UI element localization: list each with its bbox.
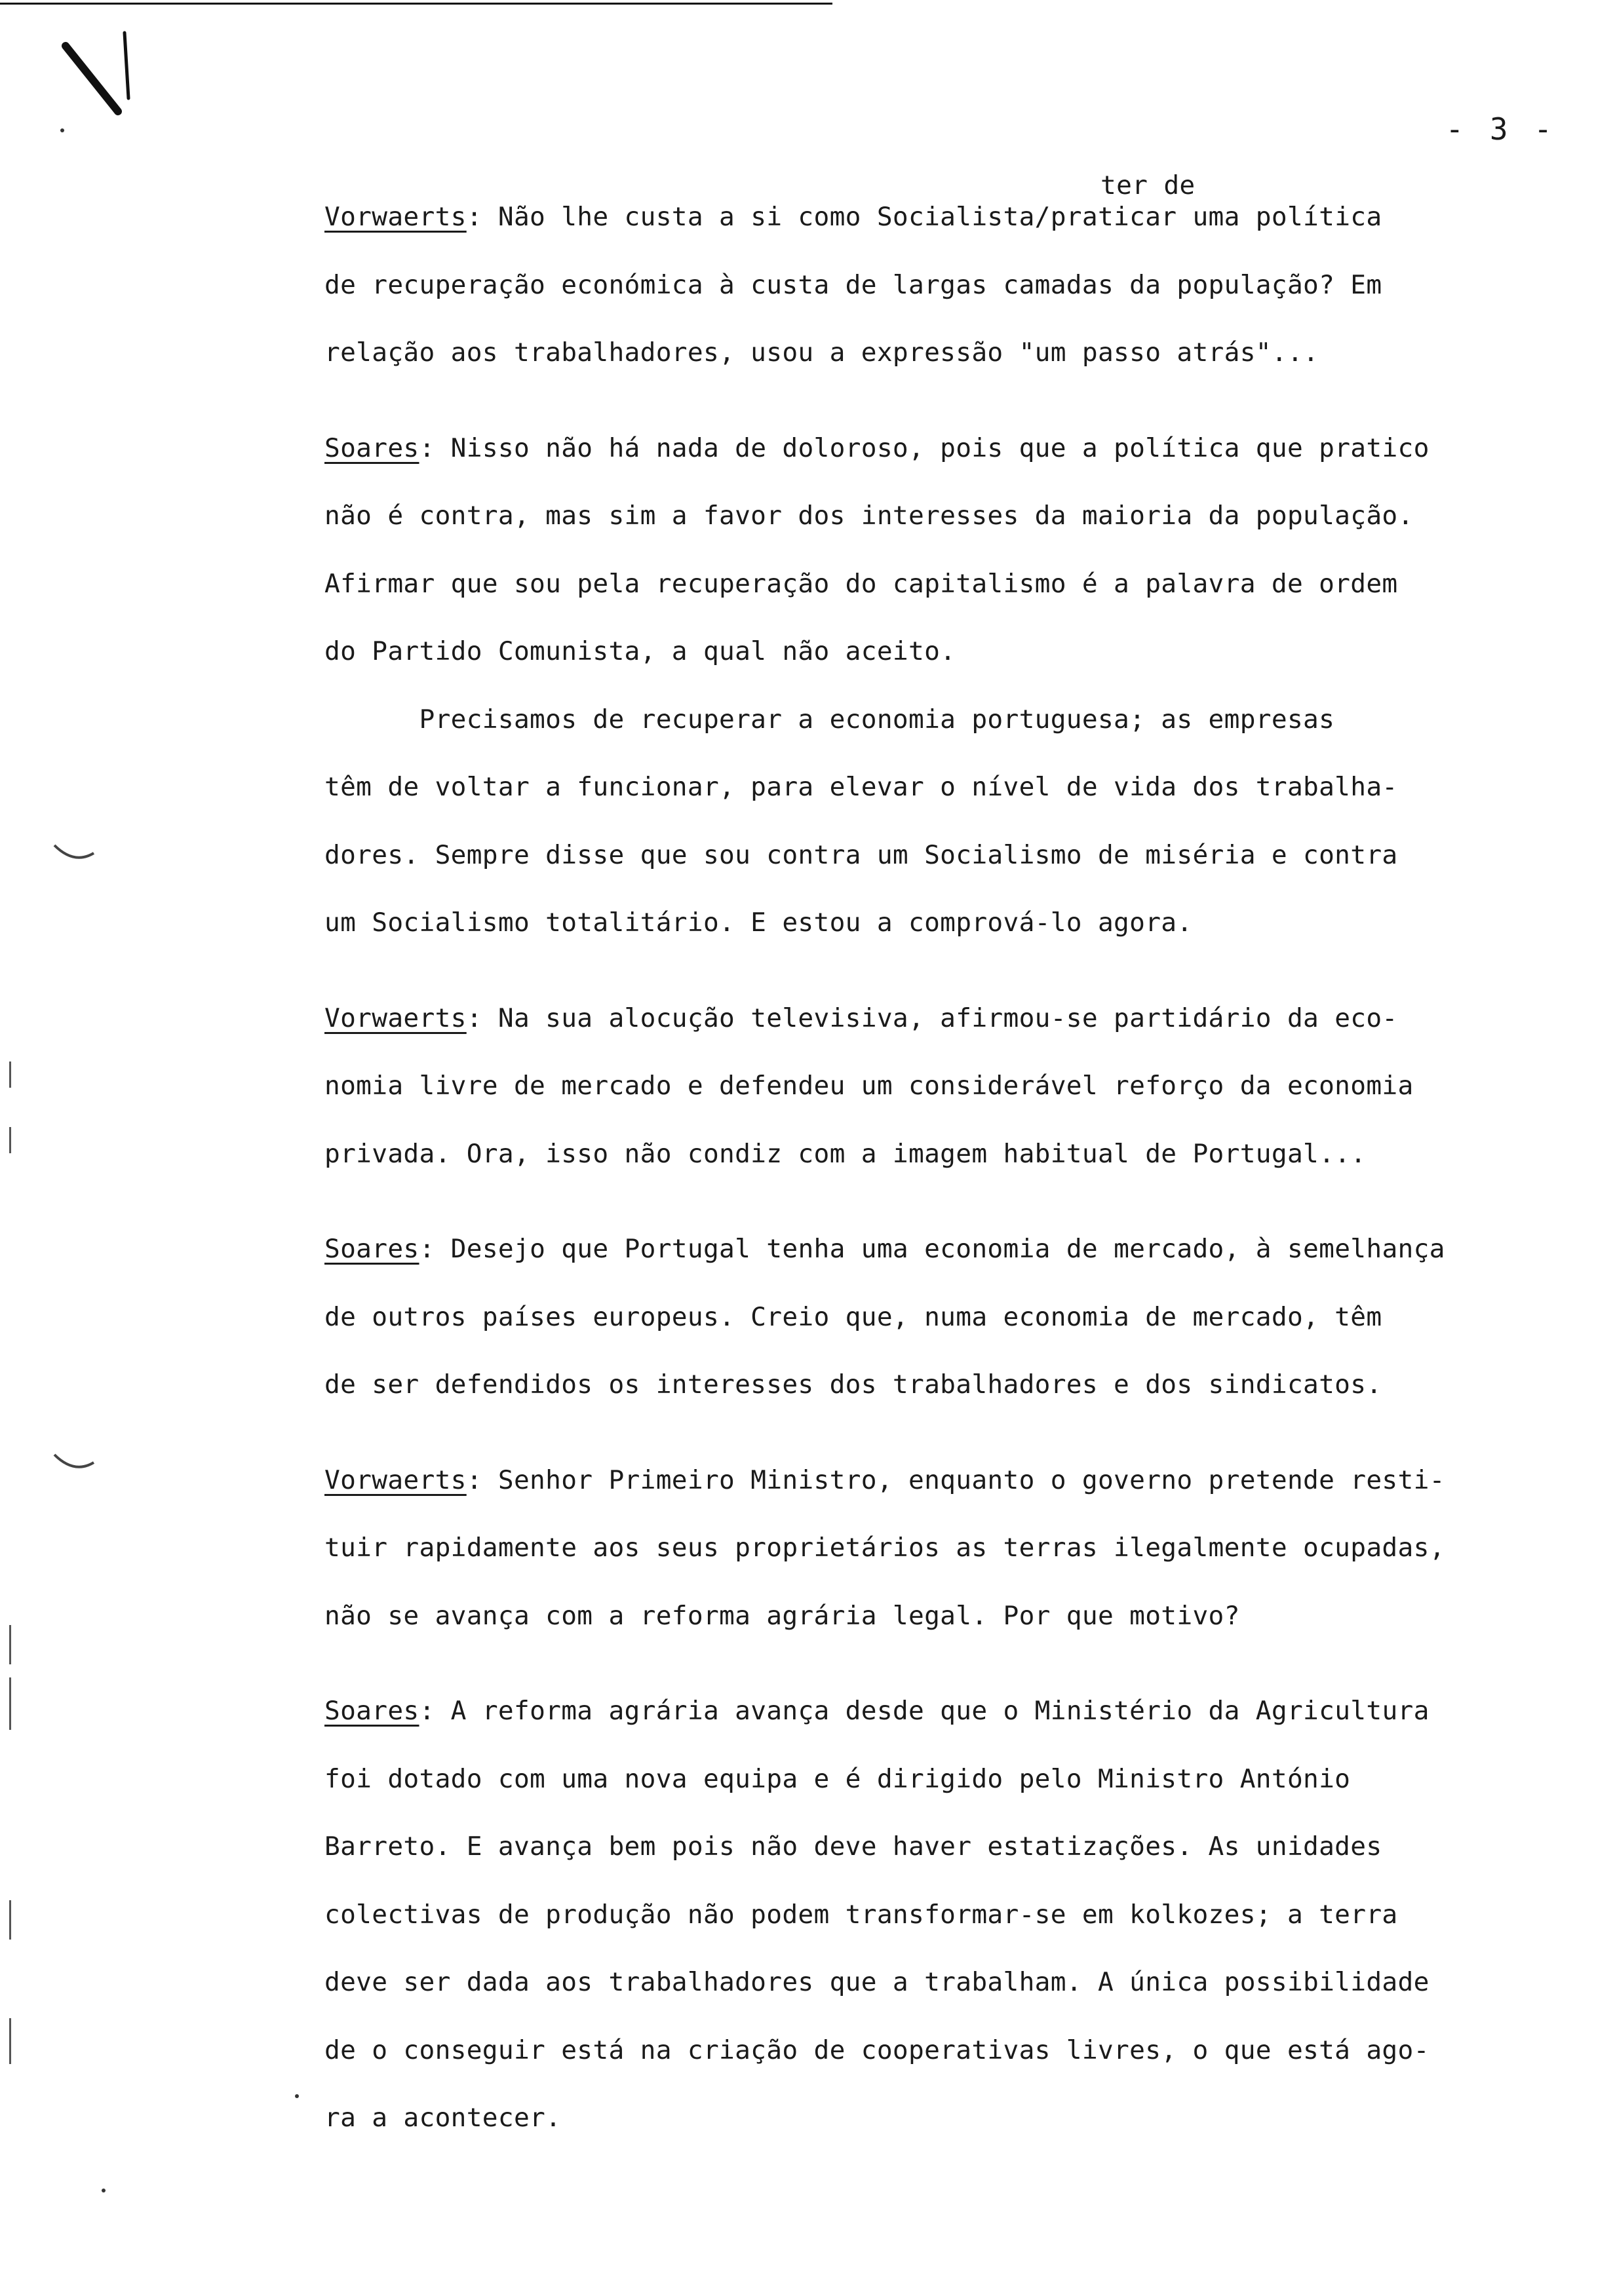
- text-line: nomia livre de mercado e defendeu um considerável reforço da economia: [324, 1071, 1414, 1101]
- handwritten-mark: [52, 20, 144, 124]
- margin-dot: [295, 2094, 299, 2098]
- paragraph-5: [324, 1215, 1583, 1419]
- text-line: ra a acontecer.: [324, 2103, 562, 2133]
- text-line: relação aos trabalhadores, usou a expressão "um passo atrás"...: [324, 337, 1319, 368]
- text-line: não é contra, mas sim a favor dos interesses da maioria da população.: [324, 501, 1414, 531]
- paragraph-7: [324, 1677, 1583, 2152]
- text-line: Vorwaerts: Na sua alocução televisiva, afirmou-se partidário da eco-: [324, 1003, 1398, 1033]
- margin-mark: [9, 2018, 11, 2064]
- paragraph-3: [324, 686, 1583, 957]
- speaker-label: Vorwaerts: [324, 1464, 467, 1495]
- text-line: tuir rapidamente aos seus proprietários as terras ilegalmente ocupadas,: [324, 1533, 1445, 1563]
- speaker-label: Vorwaerts: [324, 202, 467, 232]
- margin-dot: [60, 128, 64, 132]
- margin-mark: [9, 1625, 11, 1664]
- text-line: do Partido Comunista, a qual não aceito.: [324, 636, 956, 666]
- text-line: colectivas de produção não podem transformar-se em kolkozes; a terra: [324, 1899, 1398, 1930]
- punch-hole-mark: [51, 1448, 97, 1474]
- top-rule: [0, 3, 832, 5]
- text-line: Vorwaerts: Senhor Primeiro Ministro, enquanto o governo pretende resti-: [324, 1464, 1445, 1495]
- text-line: de recuperação económica à custa de largas camadas da população? Em: [324, 269, 1382, 300]
- margin-mark: [9, 1900, 11, 1940]
- text-line: Soares: Nisso não há nada de doloroso, pois que a política que pratico: [324, 432, 1430, 463]
- text-line: de ser defendidos os interesses dos trabalhadores e dos sindicatos.: [324, 1369, 1382, 1400]
- paragraph-2: [324, 415, 1583, 686]
- margin-dot: [102, 2189, 106, 2192]
- text-line: Afirmar que sou pela recuperação do capitalismo é a palavra de ordem: [324, 568, 1398, 599]
- speaker-label: Soares: [324, 1234, 419, 1264]
- paragraph-4: [324, 985, 1583, 1189]
- page-number: - 3 -: [1445, 111, 1556, 147]
- margin-mark: [9, 1062, 11, 1088]
- text-line: têm de voltar a funcionar, para elevar o nível de vida dos trabalha-: [324, 772, 1398, 802]
- text-line: Precisamos de recuperar a economia portuguesa; as empresas: [324, 704, 1335, 735]
- margin-mark: [9, 1677, 11, 1730]
- text-line: privada. Ora, isso não condiz com a imagem habitual de Portugal...: [324, 1138, 1367, 1169]
- text-line: de outros países europeus. Creio que, numa economia de mercado, têm: [324, 1301, 1382, 1332]
- handwritten-insertion: ter de: [1100, 170, 1196, 201]
- text-line: Barreto. E avança bem pois não deve haver estatizações. As unidades: [324, 1831, 1382, 1862]
- text-line: foi dotado com uma nova equipa e é dirigido pelo Ministro António: [324, 1763, 1351, 1794]
- text-line: não se avança com a reforma agrária legal. Por que motivo?: [324, 1600, 1240, 1631]
- speaker-label: Vorwaerts: [324, 1003, 467, 1033]
- text-line: um Socialismo totalitário. E estou a comprová-lo agora.: [324, 908, 1193, 938]
- text-line: deve ser dada aos trabalhadores que a trabalham. A única possibilidade: [324, 1967, 1430, 1997]
- speaker-label: Soares: [324, 432, 419, 463]
- speaker-label: Soares: [324, 1696, 419, 1726]
- margin-mark: [9, 1127, 11, 1153]
- paragraph-6: [324, 1447, 1583, 1651]
- punch-hole-mark: [51, 839, 97, 865]
- text-line: de o conseguir está na criação de cooperativas livres, o que está ago-: [324, 2035, 1430, 2065]
- text-line: Soares: Desejo que Portugal tenha uma economia de mercado, à semelhança: [324, 1234, 1445, 1264]
- paragraph-1: [324, 183, 1583, 387]
- text-line: Soares: A reforma agrária avança desde que o Ministério da Agricultura: [324, 1696, 1430, 1726]
- text-line: dores. Sempre disse que sou contra um Socialismo de miséria e contra: [324, 839, 1398, 870]
- text-line: Vorwaerts: Não lhe custa a si como Socialista/praticar uma política: [324, 202, 1382, 232]
- document-body: [324, 170, 1583, 2152]
